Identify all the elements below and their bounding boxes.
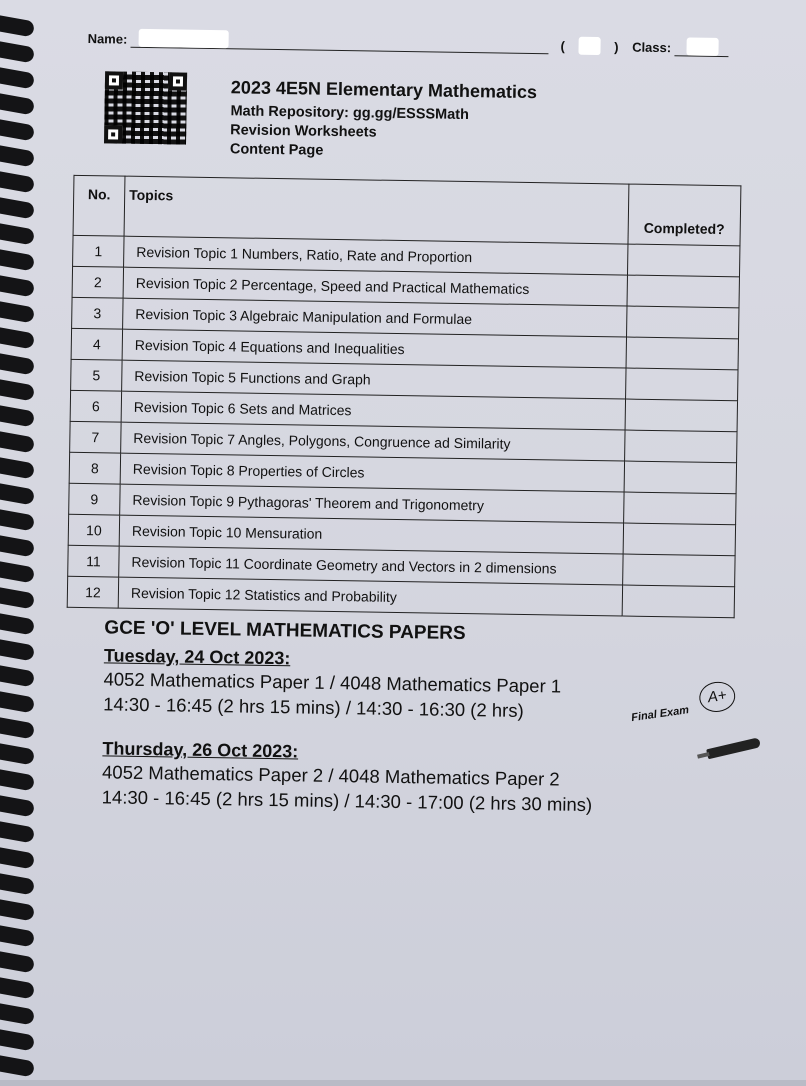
row-topic: Revision Topic 1 Numbers, Ratio, Rate and Proportion (124, 236, 628, 275)
header-topics: Topics (124, 176, 629, 244)
index-open-paren: ( (560, 38, 566, 54)
repository-link: Math Repository: gg.gg/ESSSMath (230, 103, 470, 124)
row-completed-cell[interactable] (624, 461, 736, 494)
row-topic: Revision Topic 7 Angles, Polygons, Congruence ad Similarity (121, 422, 625, 461)
class-field (675, 43, 729, 57)
index-close-paren: ) (614, 39, 619, 55)
row-number: 11 (68, 545, 119, 577)
row-completed-cell[interactable] (625, 430, 737, 463)
row-completed-cell[interactable] (623, 554, 735, 587)
table-header-row (73, 175, 741, 245)
document-title: 2023 4E5N Elementary Mathematics (230, 77, 538, 103)
name-field (131, 35, 549, 55)
row-number: 4 (71, 328, 122, 360)
row-topic: Revision Topic 2 Percentage, Speed and Practical Mathematics (123, 267, 627, 306)
row-completed-cell[interactable] (626, 368, 738, 401)
row-number: 5 (71, 359, 122, 391)
row-topic: Revision Topic 4 Equations and Inequalities (122, 329, 626, 368)
exam-day2-date: Thursday, 26 Oct 2023: (102, 738, 299, 762)
row-completed-cell[interactable] (625, 399, 737, 432)
row-number: 6 (70, 390, 121, 422)
row-topic: Revision Topic 11 Coordinate Geometry and Vectors in 2 dimensions (119, 546, 623, 585)
row-completed-cell[interactable] (627, 244, 739, 277)
exam-day1-times: 14:30 - 16:45 (2 hrs 15 mins) / 14:30 - 16:30 (2 hrs) (103, 693, 524, 721)
handwritten-final-exam: Final Exam (630, 704, 690, 725)
redacted-class (687, 37, 719, 56)
row-number: 2 (72, 266, 123, 298)
exam-day2-papers: 4052 Mathematics Paper 2 / 4048 Mathematics Paper 2 (101, 761, 560, 790)
row-number: 8 (69, 452, 120, 484)
exam-day2-times: 14:30 - 16:45 (2 hrs 15 mins) / 14:30 - 17:00 (2 hrs 30 mins) (101, 786, 593, 816)
class-label: Class: (632, 39, 672, 56)
name-label: Name: (87, 31, 128, 47)
exam-day1-date: Tuesday, 24 Oct 2023: (103, 645, 291, 669)
row-completed-cell[interactable] (624, 492, 736, 525)
row-topic: Revision Topic 5 Functions and Graph (122, 360, 626, 399)
redacted-index (578, 37, 600, 55)
row-completed-cell[interactable] (626, 337, 738, 370)
subtitle-content-page: Content Page (229, 141, 324, 159)
row-number: 1 (73, 235, 124, 267)
topics-table (67, 175, 742, 618)
qr-code-icon (104, 71, 187, 144)
student-info-line (88, 29, 729, 57)
row-topic: Revision Topic 3 Algebraic Manipulation and Formulae (123, 298, 627, 337)
exam-schedule (102, 617, 595, 817)
row-number: 7 (70, 421, 121, 453)
row-number: 3 (72, 297, 123, 329)
row-topic: Revision Topic 8 Properties of Circles (120, 453, 624, 492)
row-topic: Revision Topic 12 Statistics and Probability (118, 577, 622, 616)
row-topic: Revision Topic 10 Mensuration (119, 515, 623, 554)
row-topic: Revision Topic 9 Pythagoras' Theorem and Trigonometry (120, 484, 624, 523)
handwritten-note (630, 686, 728, 725)
exam-heading: GCE 'O' LEVEL MATHEMATICS PAPERS (104, 617, 466, 645)
handwritten-grade: A+ (697, 680, 737, 715)
subtitle-worksheets: Revision Worksheets (230, 122, 377, 141)
row-completed-cell[interactable] (622, 585, 734, 618)
header-completed: Completed? (628, 184, 741, 246)
title-block (230, 77, 537, 164)
row-completed-cell[interactable] (627, 306, 739, 339)
header-no: No. (73, 175, 125, 236)
row-number: 10 (68, 514, 119, 546)
row-completed-cell[interactable] (627, 275, 739, 308)
row-topic: Revision Topic 6 Sets and Matrices (121, 391, 625, 430)
row-completed-cell[interactable] (623, 523, 735, 556)
pen-icon (706, 737, 761, 759)
row-number: 12 (67, 576, 118, 608)
row-number: 9 (69, 483, 120, 515)
exam-day1-papers: 4052 Mathematics Paper 1 / 4048 Mathematics Paper 1 (103, 668, 562, 697)
redacted-name (139, 29, 229, 48)
